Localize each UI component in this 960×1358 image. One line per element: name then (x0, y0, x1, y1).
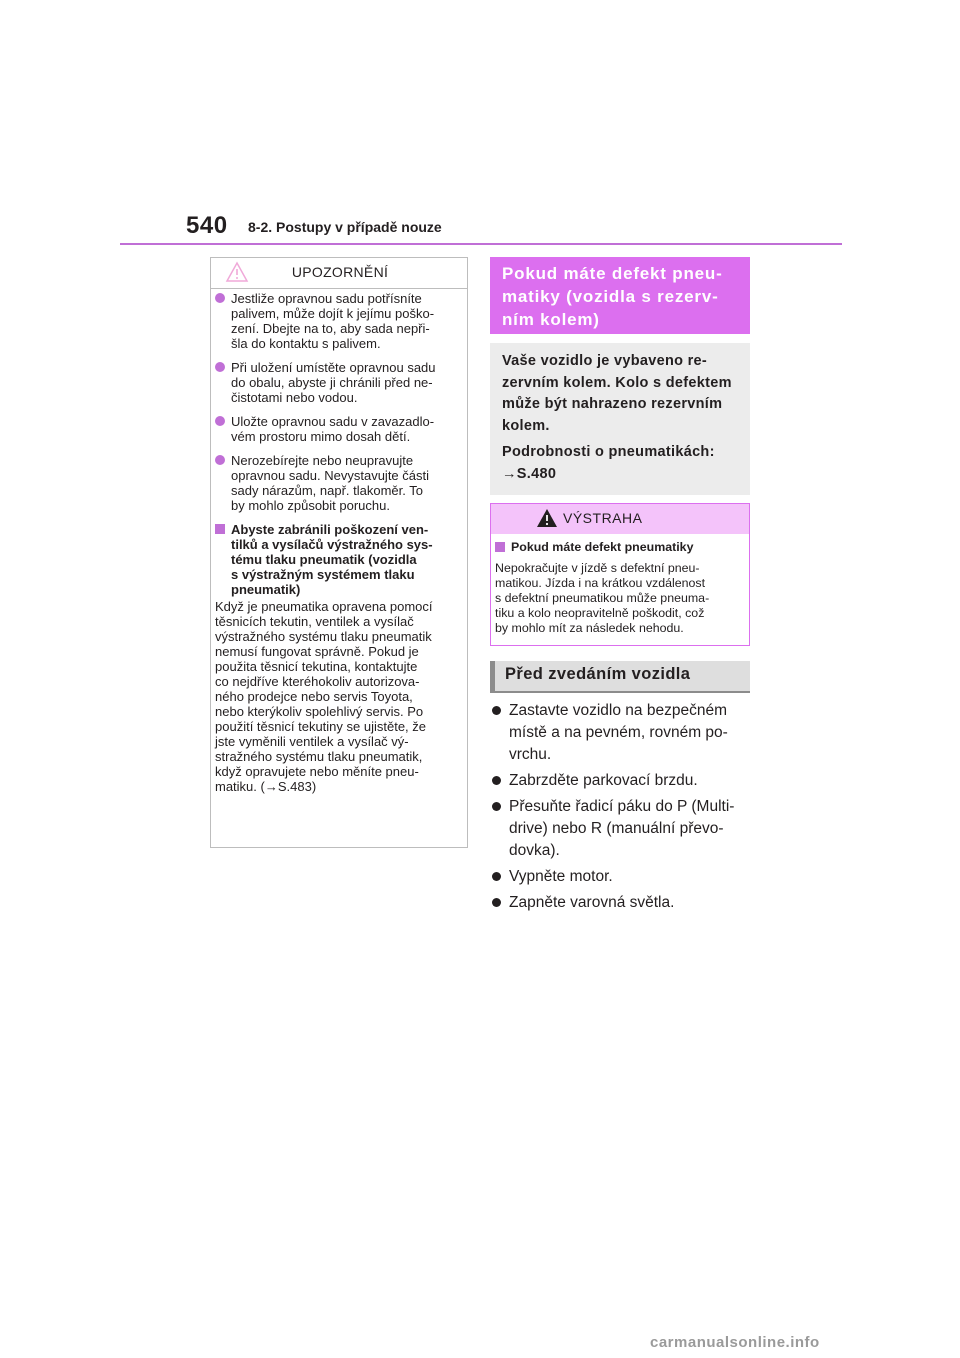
line: by mohlo mít za následek nehodu. (495, 621, 684, 635)
warning-header (491, 504, 749, 534)
line: Přesuňte řadicí páku do P (Multi- (509, 798, 735, 815)
line: použita těsnicí tekutina, kontaktujte (215, 659, 418, 674)
watermark: carmanualsonline.info (650, 1334, 820, 1351)
line: Při uložení umístěte opravnou sadu (231, 360, 436, 375)
line: tilků a vysílačů výstražného sys- (231, 537, 433, 552)
caution-box (210, 257, 468, 848)
line: s defektní pneumatikou může pneuma- (495, 591, 710, 605)
list-item (492, 796, 754, 862)
line: použití těsnicí tekutiny se ujistěte, že (215, 719, 426, 734)
caution-title: UPOZORNĚNÍ (291, 264, 389, 280)
caution-header (211, 258, 467, 289)
line: pneumatik) (231, 582, 301, 597)
line: šla do kontaktu s palivem. (231, 336, 381, 351)
line: zení. Dbejte na to, aby sada nepři- (231, 321, 430, 336)
line: do obalu, abyste ji chránili před ne- (231, 375, 433, 390)
info-box (490, 343, 750, 495)
line: Zapněte varovná světla. (509, 894, 675, 911)
line: sady nárazům, např. tlakoměr. To (231, 483, 423, 498)
line: Vypněte motor. (509, 868, 613, 885)
caution-bullet (215, 360, 465, 405)
line: těsnicích tekutin, ventilek a vysílač (215, 614, 414, 629)
line: opravnou sadu. Nevystavujte části (231, 468, 429, 483)
caution-bullet (215, 291, 465, 351)
line: Pokud máte defekt pneumatiky (511, 540, 694, 554)
warning-body (495, 540, 745, 636)
line: může být nahrazeno rezervním (502, 396, 723, 412)
line: co nejdříve kteréhokoliv autorizova- (215, 674, 420, 689)
line: drive) nebo R (manuální převo- (509, 820, 724, 837)
line: by mohlo způsobit poruchu. (231, 498, 390, 513)
line: Nepokračujte v jízdě s defektní pneu- (495, 561, 700, 575)
list-item (492, 770, 754, 792)
line: Když je pneumatika opravena pomocí (215, 599, 433, 614)
section-title: 8-2. Postupy v případě nouze (248, 219, 442, 235)
bullet-dot (215, 455, 225, 465)
line: vém prostoru mimo dosah dětí. (231, 429, 411, 444)
header-rule (120, 243, 842, 245)
warning-subheading (495, 540, 745, 555)
topic-title (490, 257, 750, 334)
line: vrchu. (509, 746, 552, 763)
line: matiku. (→S.483) (215, 779, 317, 794)
square-bullet (215, 524, 225, 534)
warning-box (490, 503, 750, 646)
caution-bullet (215, 453, 465, 513)
line: Pokud máte defekt pneu- (502, 264, 723, 283)
line: když opravujete nebo měníte pneu- (215, 764, 419, 779)
line: Vaše vozidlo je vybaveno re- (502, 353, 708, 369)
page-reference-link[interactable]: →S.480 (502, 465, 557, 482)
section-heading: Před zvedáním vozidla (490, 661, 750, 693)
line: Jestliže opravnou sadu potřísníte (231, 291, 422, 306)
bullet-dot (492, 706, 501, 715)
line: matiky (vozidla s rezerv- (502, 287, 719, 306)
steps-list (492, 700, 754, 918)
warning-triangle-icon (535, 507, 559, 529)
warning-triangle-icon (225, 261, 249, 283)
line: čistotami nebo vodou. (231, 390, 358, 405)
line: Uložte opravnou sadu v zavazadlo- (231, 414, 435, 429)
line: Zastavte vozidlo na bezpečném (509, 702, 727, 719)
warning-title: VÝSTRAHA (563, 510, 643, 526)
line: jste vyměnili ventilek a vysílač vý- (215, 734, 409, 749)
page-number: 540 (186, 212, 228, 239)
line: ním kolem) (502, 310, 600, 329)
line: s výstražným systémem tlaku (231, 567, 415, 582)
line: matikou. Jízda i na krátkou vzdálenost (495, 576, 706, 590)
bullet-dot (492, 776, 501, 785)
bullet-dot (215, 293, 225, 303)
bullet-dot (492, 802, 501, 811)
bullet-dot (215, 416, 225, 426)
line: zervním kolem. Kolo s defektem (502, 374, 732, 391)
caution-body (215, 291, 465, 794)
line: tému tlaku pneumatik (vozidla (231, 552, 417, 567)
info-reference (502, 442, 740, 485)
caution-paragraph (215, 599, 465, 794)
list-item (492, 892, 754, 914)
line: Abyste zabránili poškození ven- (231, 522, 429, 537)
line: palivem, může dojít k jejímu poško- (231, 306, 435, 321)
line: nemusí fungovat správně. Pokud je (215, 644, 419, 659)
list-item (492, 700, 754, 766)
line: stražného systému tlaku pneumatik, (215, 749, 423, 764)
line: tiku a kolo neopravitelně poškodit, což (495, 606, 705, 620)
line: nebo kterýkoliv spolehlivý servis. Po (215, 704, 424, 719)
list-item (492, 866, 754, 888)
line: dovka). (509, 842, 560, 859)
bullet-dot (492, 872, 501, 881)
line: Podrobnosti o pneumatikách: (502, 444, 715, 460)
line: ného prodejce nebo servis Toyota, (215, 689, 413, 704)
bullet-dot (215, 362, 225, 372)
caution-subheading (215, 522, 465, 597)
line: kolem. (502, 417, 550, 434)
line: výstražného systému tlaku pneumatik (215, 629, 432, 644)
caution-bullet (215, 414, 465, 444)
line: Zabrzděte parkovací brzdu. (509, 772, 698, 789)
bullet-dot (492, 898, 501, 907)
square-bullet (495, 542, 505, 552)
line: místě a na pevném, rovném po- (509, 724, 728, 741)
line: Nerozebírejte nebo neupravujte (231, 453, 414, 468)
